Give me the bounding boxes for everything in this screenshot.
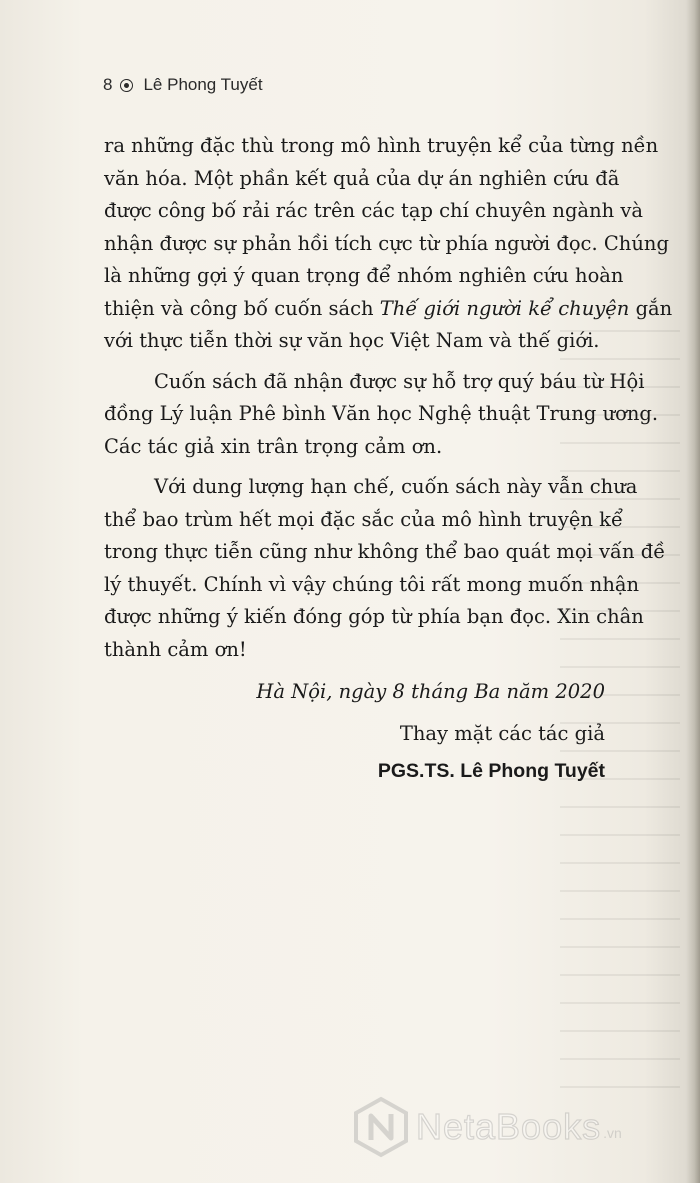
watermark-brand: NetaBooks bbox=[416, 1106, 602, 1147]
book-title: Thế giới người kể chuyện bbox=[379, 296, 630, 320]
page-edge-shadow bbox=[686, 0, 700, 1183]
text-line: với thực tiễn thời sự văn học Việt Nam và thế giới. bbox=[104, 329, 600, 352]
body-text bbox=[104, 130, 673, 666]
text-line: Với dung lượng hạn chế, cuốn sách này vẫn chưa bbox=[154, 475, 638, 498]
paragraph-2 bbox=[104, 366, 659, 464]
paragraph-gap bbox=[104, 358, 624, 366]
text-line bbox=[104, 293, 673, 326]
text-line: văn hóa. Một phần kết quả của dự án nghiên cứu đã bbox=[104, 166, 620, 190]
paragraph-gap bbox=[104, 463, 624, 471]
signature-role: Thay mặt các tác giả bbox=[399, 722, 605, 745]
text-line: thành cảm ơn! bbox=[104, 637, 247, 661]
running-head-author: Lê Phong Tuyết bbox=[143, 75, 263, 94]
hexagon-n-icon bbox=[352, 1096, 410, 1158]
watermark-suffix: .vn bbox=[603, 1125, 622, 1141]
text-line: trong thực tiễn cũng như không thể bao quát mọi vấn đề bbox=[104, 540, 666, 563]
signature-date: Hà Nội, ngày 8 tháng Ba năm 2020 bbox=[256, 680, 605, 703]
signature-name: PGS.TS. Lê Phong Tuyết bbox=[377, 760, 605, 782]
circle-dot-icon bbox=[120, 79, 133, 92]
paragraph-1 bbox=[104, 130, 673, 358]
text-segment: thiện và công bố cuốn sách bbox=[104, 296, 380, 320]
paragraph-3 bbox=[104, 471, 666, 666]
text-line: ra những đặc thù trong mô hình truyện kể của từng nền bbox=[104, 134, 659, 157]
watermark bbox=[352, 1096, 622, 1158]
text-line: được những ý kiến đóng góp từ phía bạn đọc. Xin chân bbox=[104, 605, 644, 628]
text-line: Cuốn sách đã nhận được sự hỗ trợ quý báu từ Hội bbox=[154, 369, 645, 393]
text-line: lý thuyết. Chính vì vậy chúng tôi rất mong muốn nhận bbox=[104, 572, 640, 596]
text-segment: gắn bbox=[629, 296, 673, 320]
text-line: đồng Lý luận Phê bình Văn học Nghệ thuật Trung ương. bbox=[104, 402, 659, 425]
text-line: là những gợi ý quan trọng để nhóm nghiên cứu hoàn bbox=[104, 264, 624, 287]
text-line: thể bao trùm hết mọi đặc sắc của mô hình truyện kể bbox=[104, 507, 623, 531]
text-line: nhận được sự phản hồi tích cực từ phía người đọc. Chúng bbox=[104, 231, 669, 255]
running-head bbox=[103, 71, 263, 99]
page-number: 8 bbox=[103, 75, 113, 94]
text-line: Các tác giả xin trân trọng cảm ơn. bbox=[104, 434, 443, 458]
text-line: được công bố rải rác trên các tạp chí chuyên ngành và bbox=[104, 199, 644, 222]
